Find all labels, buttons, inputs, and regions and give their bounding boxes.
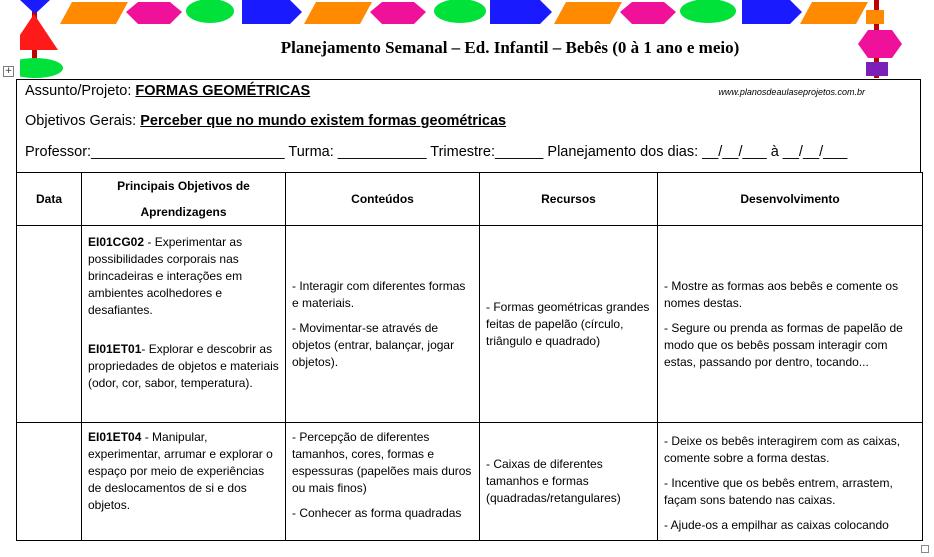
content-item: - Conhecer as forma quadradas bbox=[292, 506, 462, 520]
content-cell[interactable] bbox=[286, 423, 480, 541]
info-line: Professor:________________________ Turma: ___________ Trimestre:______ Planejamento dos dias: __/__/___ à __/__/___ bbox=[25, 144, 848, 160]
table-resize-handle[interactable] bbox=[921, 545, 929, 553]
table-row bbox=[17, 226, 923, 423]
resource-item: - Formas geométricas grandes feitas de papelão (círculo, triângulo e quadrado) bbox=[486, 299, 650, 348]
table-row bbox=[17, 423, 923, 541]
header-development: Desenvolvimento bbox=[658, 173, 923, 226]
resources-cell[interactable] bbox=[480, 423, 658, 541]
triangle-shape bbox=[20, 14, 58, 50]
goals-line bbox=[25, 113, 506, 129]
objective-text: - Experimentar as possibilidades corporais nas brincadeiras e interações em ambientes acolhedores e desafiantes. bbox=[88, 235, 243, 317]
table-header-row bbox=[17, 173, 923, 226]
ellipse-shape bbox=[20, 58, 63, 78]
page-title: Planejamento Semanal – Ed. Infantil – Bebês (0 à 1 ano e meio) bbox=[280, 38, 740, 57]
header-date: Data bbox=[17, 173, 82, 226]
text-cursor bbox=[922, 426, 923, 438]
objective-code: EI01ET01 bbox=[88, 342, 142, 356]
project-header-box bbox=[16, 79, 921, 172]
content-cell[interactable] bbox=[286, 226, 480, 423]
planning-table bbox=[16, 172, 923, 541]
subject-value: FORMAS GEOMÉTRICAS bbox=[135, 83, 311, 99]
development-cell[interactable] bbox=[658, 226, 923, 423]
goals-label: Objetivos Gerais: bbox=[25, 113, 141, 129]
development-item: - Incentive que os bebês entrem, arrastem, façam sons batendo nas caixas. bbox=[664, 476, 893, 507]
header-objectives: Principais Objetivos de Aprendizagens bbox=[82, 173, 286, 226]
subject-line bbox=[25, 83, 310, 99]
objective-text: - Manipular, experimentar, arrumar e explorar o espaço por meio de experiências de deslocamentos de si e dos objetos. bbox=[88, 430, 273, 512]
goals-value: Perceber que no mundo existem formas geométricas bbox=[140, 113, 507, 129]
objective-text: - Explorar e descobrir as propriedades de objetos e materiais (odor, cor, sabor, temperatura). bbox=[88, 342, 279, 390]
development-item: - Segure ou prenda as formas de papelão de modo que os bebês possam interagir com estas, passando por dentro, tocando... bbox=[664, 320, 903, 369]
development-item: - Ajude-os a empilhar as caixas colocando bbox=[664, 518, 889, 532]
content-item: - Percepção de diferentes tamanhos, cores, formas e espessuras (papelões mais duros ou mais finos) bbox=[292, 430, 472, 495]
date-cell[interactable] bbox=[17, 423, 82, 541]
table-move-handle-icon[interactable]: + bbox=[4, 66, 13, 76]
resource-item: - Caixas de diferentes tamanhos e formas (quadradas/retangulares) bbox=[486, 457, 621, 505]
resources-cell[interactable] bbox=[480, 226, 658, 423]
objectives-cell[interactable] bbox=[82, 423, 286, 541]
triangle-shape bbox=[20, 0, 50, 14]
development-item: - Deixe os bebês interagirem com as caixas, comente sobre a forma destas. bbox=[664, 434, 901, 465]
subject-label: Assunto/Projeto: bbox=[25, 83, 136, 99]
objective-code: EI01ET04 bbox=[88, 430, 142, 444]
objectives-cell[interactable] bbox=[82, 226, 286, 423]
date-cell[interactable] bbox=[17, 226, 82, 423]
content-item: - Movimentar-se através de objetos (entrar, balançar, jogar objetos). bbox=[292, 320, 455, 369]
development-item: - Mostre as formas aos bebês e comente os nomes destas. bbox=[664, 278, 899, 310]
development-cell[interactable] bbox=[658, 423, 923, 541]
header-content: Conteúdos bbox=[286, 173, 480, 226]
content-item: - Interagir com diferentes formas e materiais. bbox=[292, 278, 466, 310]
objective-code: EI01CG02 bbox=[88, 235, 145, 249]
website-url: www.planosdeaulaseprojetos.com.br bbox=[718, 87, 865, 97]
header-resources: Recursos bbox=[480, 173, 658, 226]
